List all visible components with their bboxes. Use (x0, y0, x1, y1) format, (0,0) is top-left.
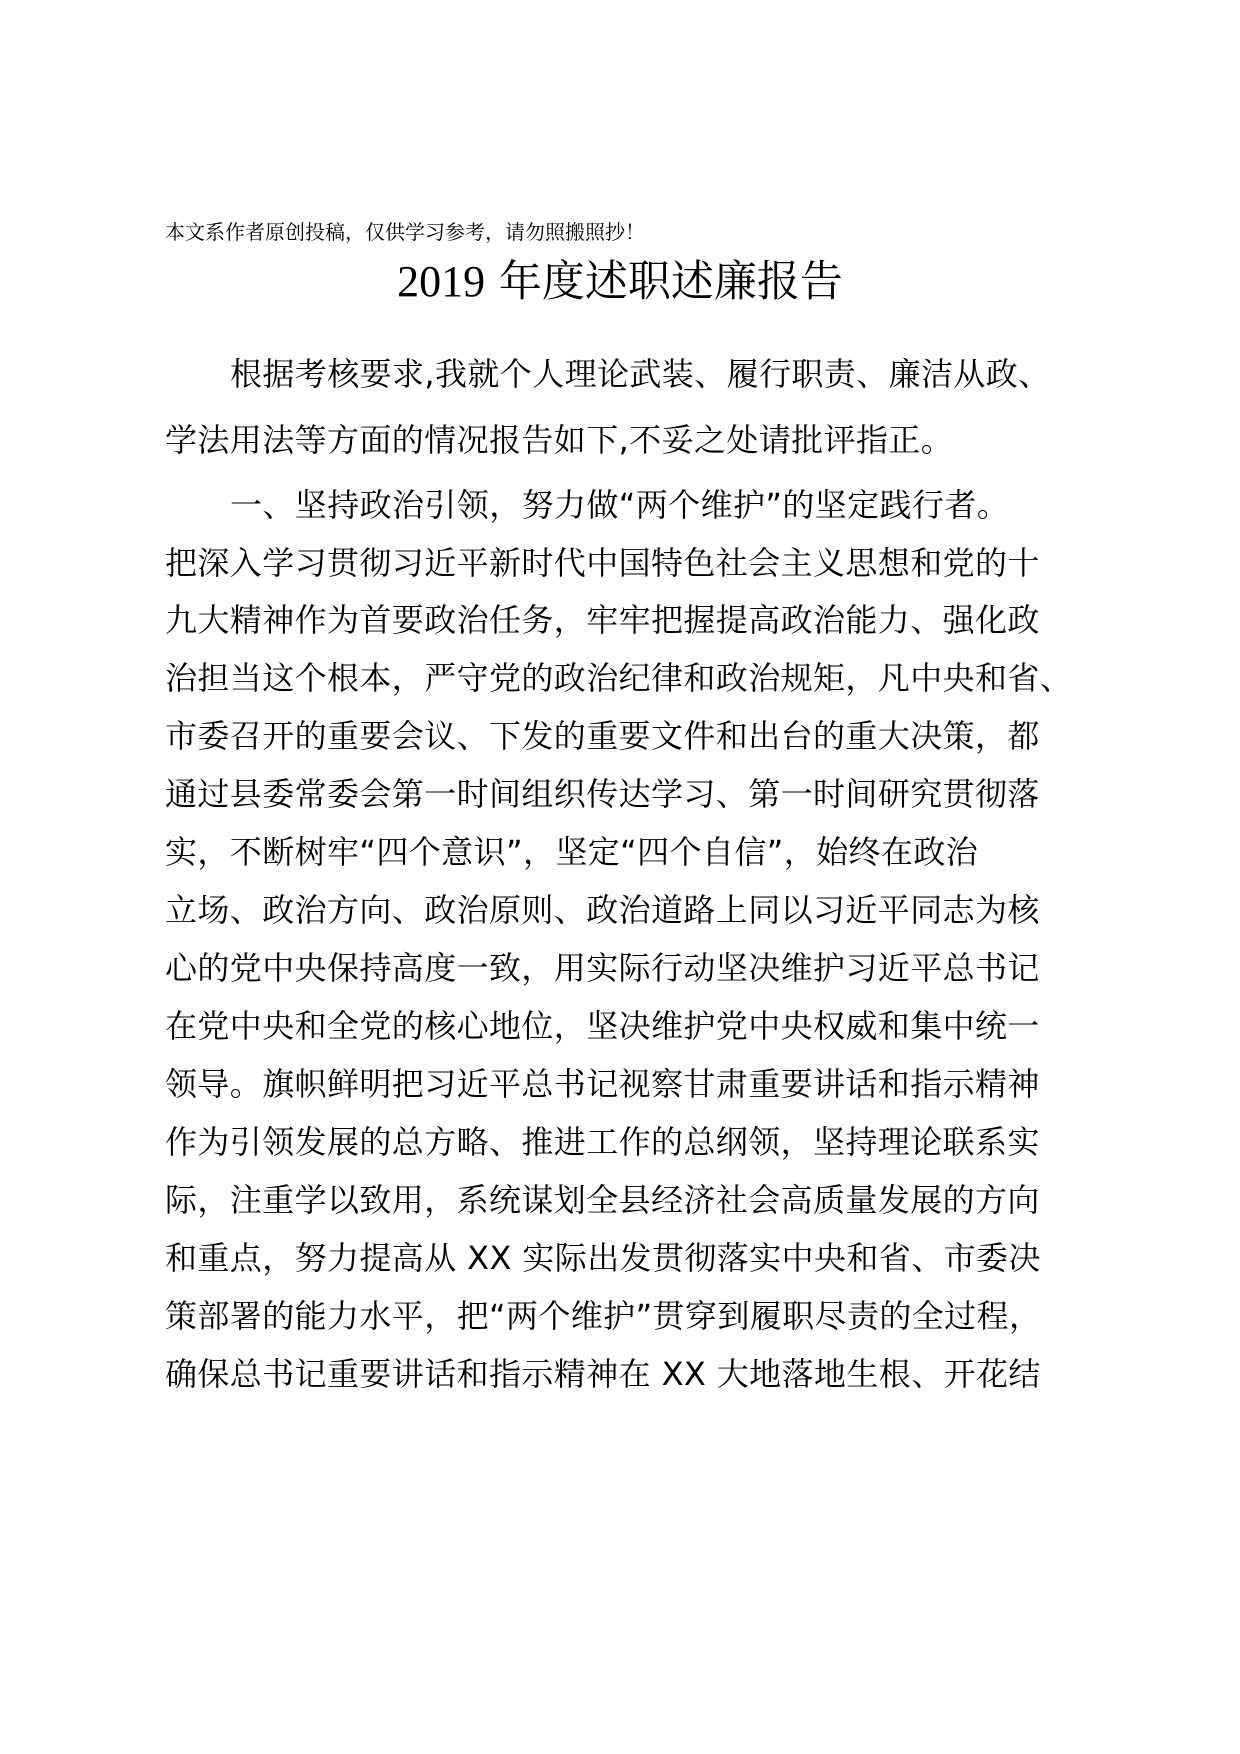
body-line: 把深入学习贯彻习近平新时代中国特色社会主义思想和党的十 (165, 544, 1040, 582)
body-line: 实，不断树牢“四个意识”，坚定“四个自信”，始终在政治 (165, 833, 979, 871)
body-line: 治担当这个根本，严守党的政治纪律和政治规矩，凡中央和省、 (165, 659, 1073, 697)
body-line: 际，注重学以致用，系统谋划全县经济社会高质量发展的方向 (165, 1181, 1040, 1219)
body-line: 市委召开的重要会议、下发的重要文件和出台的重大决策，都 (165, 717, 1040, 755)
paragraph-intro-line: 根据考核要求,我就个人理论武装、履行职责、廉洁从政、 (230, 355, 1051, 393)
body-line: 心的党中央保持高度一致，用实际行动坚决维护习近平总书记 (165, 949, 1040, 987)
title-year: 2019 (397, 257, 486, 306)
title-text: 年度述职述廉报告 (485, 257, 843, 307)
body-line: 领导。旗帜鲜明把习近平总书记视察甘肃重要讲话和指示精神 (165, 1065, 1040, 1103)
body-line: 在党中央和全党的核心地位，坚决维护党中央权威和集中统一 (165, 1007, 1040, 1045)
paragraph-intro-line: 学法用法等方面的情况报告如下,不妥之处请批评指正。 (165, 421, 954, 459)
body-line: 策部署的能力水平，把“两个维护”贯穿到履职尽责的全过程， (165, 1297, 1042, 1335)
document-title (0, 252, 1240, 312)
body-line: 立场、政治方向、政治原则、政治道路上同以习近平同志为核 (165, 891, 1040, 929)
section-heading-1: 一、坚持政治引领，努力做“两个维护”的坚定践行者。 (230, 486, 1010, 524)
body-line: 作为引领发展的总方略、推进工作的总纲领，坚持理论联系实 (165, 1123, 1040, 1161)
body-line: 通过县委常委会第一时间组织传达学习、第一时间研究贯彻落 (165, 775, 1040, 813)
body-line: 九大精神作为首要政治任务，牢牢把握提高政治能力、强化政 (165, 601, 1040, 639)
body-line: 和重点，努力提高从 XX 实际出发贯彻落实中央和省、市委决 (165, 1239, 1041, 1277)
body-line: 确保总书记重要讲话和指示精神在 XX 大地落地生根、开花结 (165, 1355, 1041, 1393)
copyright-notice: 本文系作者原创投稿，仅供学习参考，请勿照搬照抄！ (165, 220, 645, 244)
